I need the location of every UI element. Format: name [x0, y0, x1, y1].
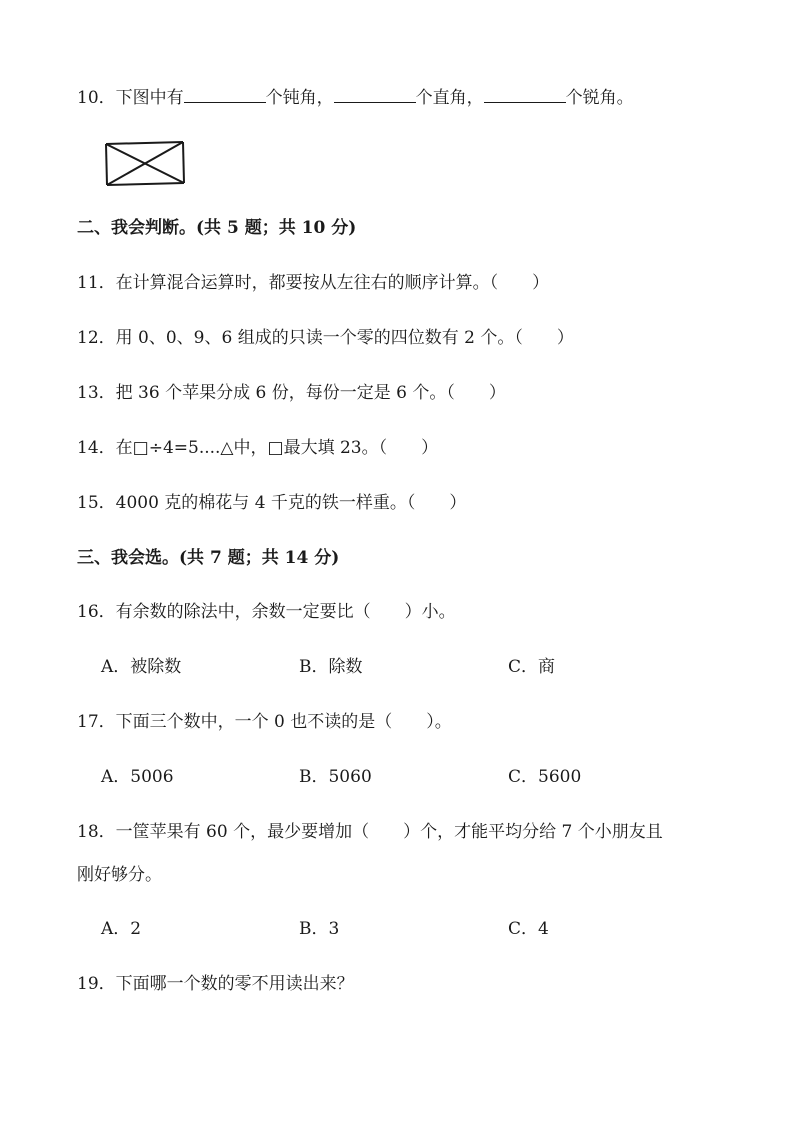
question-10-text-3: 个直角， [415, 88, 484, 108]
question-16-option-b[interactable]: B．除数 [299, 657, 363, 677]
section-3-heading: 三、我会选。(共 7 题；共 14 分) [77, 548, 340, 568]
section-2-heading: 二、我会判断。(共 5 题；共 10 分) [77, 218, 357, 238]
question-17-option-c[interactable]: C．5600 [508, 767, 582, 787]
question-10-text-4: 个锐角。 [565, 88, 634, 108]
question-17-option-a[interactable]: A．5006 [101, 767, 174, 787]
question-16-option-a[interactable]: A．被除数 [101, 657, 182, 677]
question-10 [77, 86, 634, 109]
figure-bottom-edge [107, 183, 184, 185]
figure-diagonal-2 [107, 142, 183, 185]
question-17: 17．下面三个数中，一个 0 也不读的是（ ）。 [77, 712, 452, 732]
angle-figure [104, 140, 188, 190]
question-18-option-b[interactable]: B．3 [299, 919, 340, 939]
blank-obtuse-angles[interactable] [184, 86, 266, 103]
question-17-option-b[interactable]: B．5060 [299, 767, 372, 787]
question-16: 16．有余数的除法中，余数一定要比（ ）小。 [77, 602, 456, 622]
blank-acute-angles[interactable] [484, 86, 566, 103]
question-15: 15．4000 克的棉花与 4 千克的铁一样重。（ ） [77, 493, 467, 513]
question-10-number: 10． [77, 88, 116, 108]
question-10-text-2: 个钝角， [265, 88, 334, 108]
figure-top-edge [106, 142, 183, 144]
question-14: 14．在□÷4=5....△中，□最大填 23。（ ） [77, 438, 439, 458]
figure-right-edge [183, 142, 184, 183]
question-12: 12．用 0、0、9、6 组成的只读一个零的四位数有 2 个。（ ） [77, 328, 574, 348]
question-16-option-c[interactable]: C．商 [508, 657, 556, 677]
question-18-option-c[interactable]: C．4 [508, 919, 549, 939]
question-11: 11．在计算混合运算时，都要按从左往右的顺序计算。（ ） [77, 273, 550, 293]
question-18-line-2: 刚好够分。 [77, 865, 162, 885]
blank-right-angles[interactable] [334, 86, 416, 103]
question-13: 13．把 36 个苹果分成 6 份，每份一定是 6 个。（ ） [77, 383, 506, 403]
figure-left-edge [106, 144, 107, 185]
question-19: 19．下面哪一个数的零不用读出来？ [77, 974, 354, 994]
question-18-line-1: 18．一筐苹果有 60 个，最少要增加（ ）个，才能平均分给 7 个小朋友且 [77, 822, 663, 842]
question-18-option-a[interactable]: A．2 [101, 919, 142, 939]
question-10-text-1: 下图中有 [115, 88, 184, 108]
